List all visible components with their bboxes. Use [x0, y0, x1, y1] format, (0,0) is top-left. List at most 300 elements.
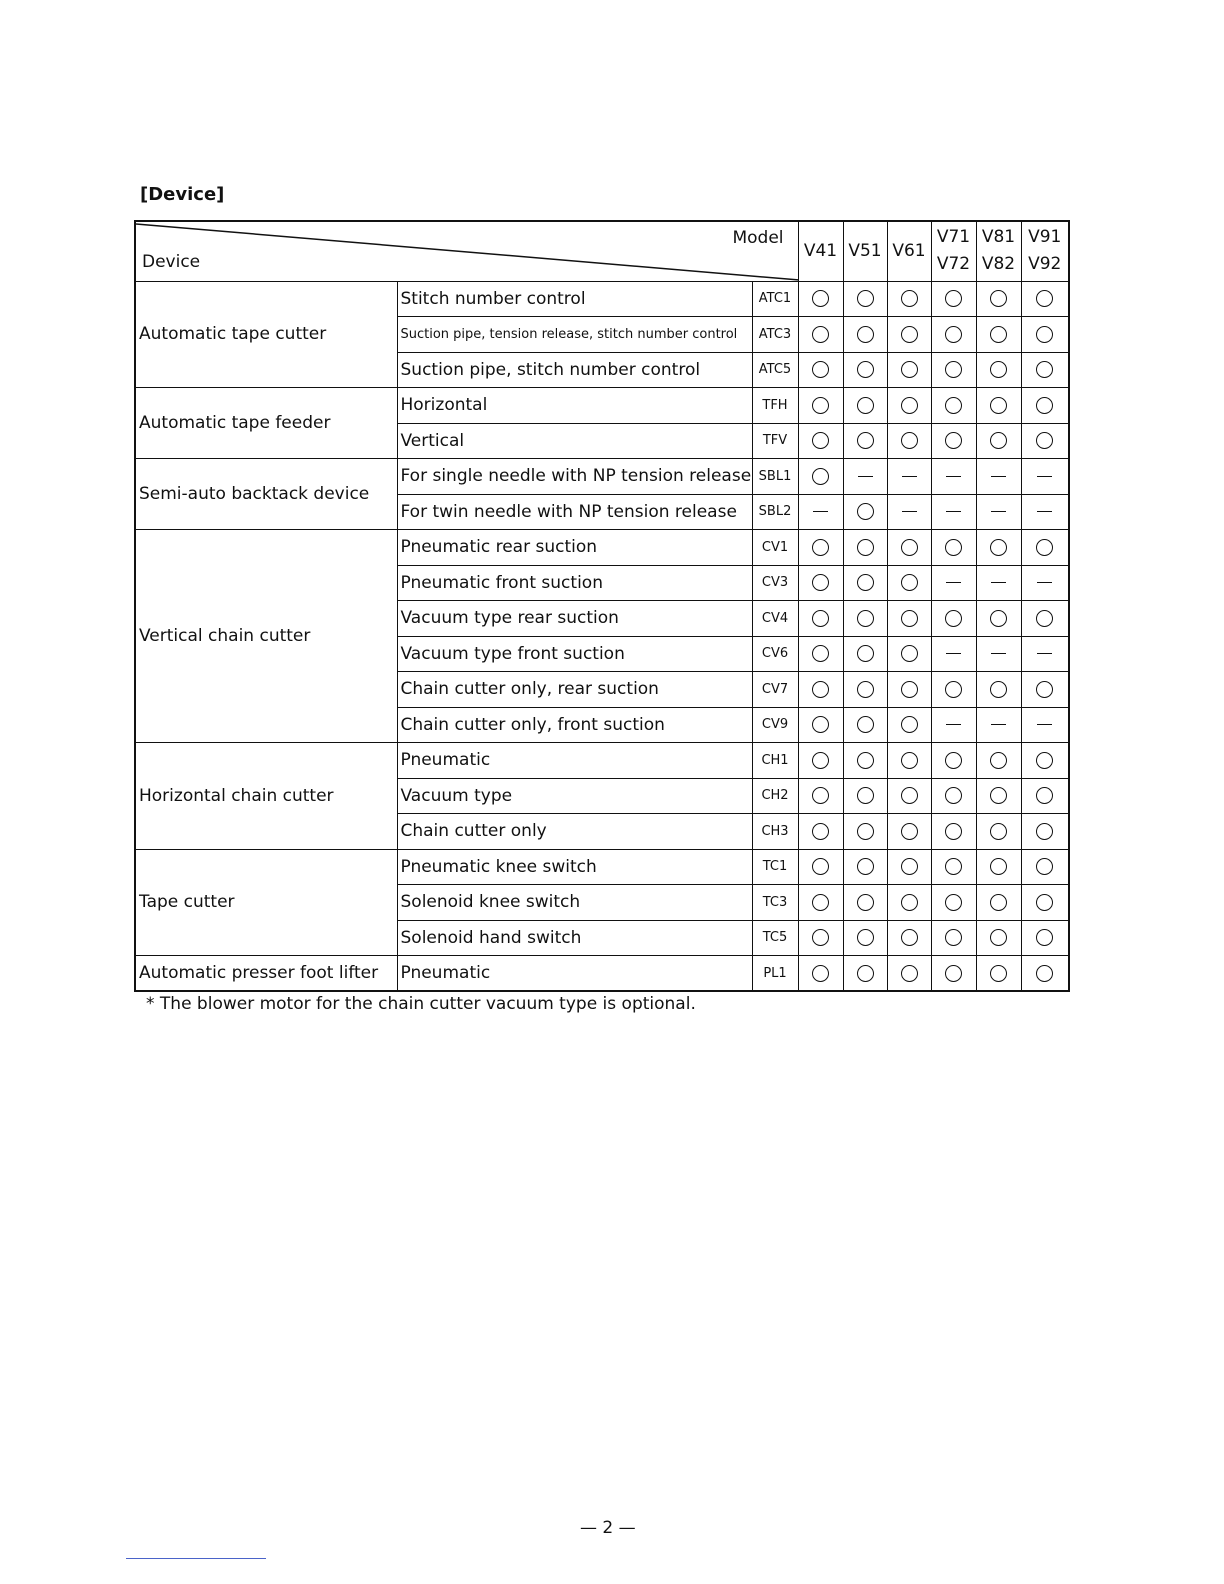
diagonal-line [136, 222, 798, 281]
device-group-cell: Automatic tape feeder [135, 388, 397, 459]
availability-cell [887, 636, 931, 672]
option-code-cell: TFV [752, 423, 798, 459]
availability-cell [798, 814, 843, 850]
model-header-cell [931, 221, 976, 281]
available-circle-icon [901, 823, 918, 840]
availability-cell [931, 530, 976, 566]
available-circle-icon [1036, 858, 1053, 875]
availability-cell [887, 920, 931, 956]
availability-cell [843, 459, 887, 495]
available-circle-icon [857, 361, 874, 378]
availability-cell [976, 814, 1021, 850]
available-circle-icon [990, 929, 1007, 946]
model-header-cell [798, 221, 843, 281]
availability-cell [798, 636, 843, 672]
availability-cell [931, 636, 976, 672]
device-group-cell: Automatic tape cutter [135, 281, 397, 388]
availability-cell [887, 778, 931, 814]
available-circle-icon [901, 929, 918, 946]
available-circle-icon [1036, 610, 1053, 627]
option-name-cell: Horizontal [397, 388, 752, 424]
available-circle-icon [812, 645, 829, 662]
option-code-cell: SBL1 [752, 459, 798, 495]
section-title: [Device] [140, 184, 225, 205]
available-circle-icon [1036, 290, 1053, 307]
availability-cell [843, 814, 887, 850]
availability-cell [798, 352, 843, 388]
table-row [135, 459, 1069, 495]
not-available-dash-icon [946, 724, 961, 725]
availability-cell [931, 601, 976, 637]
availability-cell [1021, 459, 1069, 495]
option-code-cell: CV6 [752, 636, 798, 672]
not-available-dash-icon [902, 476, 917, 477]
availability-cell [887, 352, 931, 388]
available-circle-icon [990, 787, 1007, 804]
available-circle-icon [901, 645, 918, 662]
device-group-cell: Automatic presser foot lifter [135, 956, 397, 992]
availability-cell [1021, 317, 1069, 353]
available-circle-icon [812, 929, 829, 946]
availability-cell [843, 849, 887, 885]
available-circle-icon [901, 610, 918, 627]
available-circle-icon [945, 539, 962, 556]
availability-cell [976, 352, 1021, 388]
available-circle-icon [812, 965, 829, 982]
availability-cell [887, 743, 931, 779]
availability-cell [931, 885, 976, 921]
availability-cell [843, 920, 887, 956]
availability-cell [931, 281, 976, 317]
available-circle-icon [945, 681, 962, 698]
availability-cell [843, 778, 887, 814]
available-circle-icon [990, 361, 1007, 378]
availability-cell [843, 530, 887, 566]
available-circle-icon [812, 858, 829, 875]
available-circle-icon [945, 361, 962, 378]
availability-cell [887, 530, 931, 566]
option-name-cell: Chain cutter only [397, 814, 752, 850]
not-available-dash-icon [991, 653, 1006, 654]
availability-cell [843, 423, 887, 459]
availability-cell [976, 672, 1021, 708]
available-circle-icon [945, 610, 962, 627]
available-circle-icon [945, 787, 962, 804]
available-circle-icon [901, 361, 918, 378]
availability-cell [931, 778, 976, 814]
availability-cell [1021, 743, 1069, 779]
device-group-cell: Semi-auto backtack device [135, 459, 397, 530]
available-circle-icon [812, 787, 829, 804]
device-label: Device [142, 252, 201, 272]
option-name-cell: Solenoid hand switch [397, 920, 752, 956]
availability-cell [1021, 849, 1069, 885]
available-circle-icon [812, 468, 829, 485]
not-available-dash-icon [1037, 511, 1052, 512]
availability-cell [931, 388, 976, 424]
availability-cell [976, 565, 1021, 601]
option-code-cell: ATC5 [752, 352, 798, 388]
availability-cell [931, 849, 976, 885]
not-available-dash-icon [1037, 476, 1052, 477]
availability-cell [798, 317, 843, 353]
option-name-cell: Pneumatic knee switch [397, 849, 752, 885]
availability-cell [1021, 885, 1069, 921]
not-available-dash-icon [991, 582, 1006, 583]
table-body [135, 221, 1069, 991]
available-circle-icon [857, 929, 874, 946]
option-name-cell: Suction pipe, stitch number control [397, 352, 752, 388]
availability-cell [931, 352, 976, 388]
available-circle-icon [1036, 929, 1053, 946]
device-group-cell: Vertical chain cutter [135, 530, 397, 743]
availability-cell [798, 849, 843, 885]
model-name: V81 [981, 227, 1016, 248]
availability-cell [931, 317, 976, 353]
availability-cell [887, 849, 931, 885]
not-available-dash-icon [991, 511, 1006, 512]
available-circle-icon [812, 539, 829, 556]
not-available-dash-icon [946, 582, 961, 583]
available-circle-icon [945, 397, 962, 414]
not-available-dash-icon [813, 511, 828, 512]
availability-cell [1021, 707, 1069, 743]
availability-cell [843, 565, 887, 601]
not-available-dash-icon [858, 476, 873, 477]
available-circle-icon [1036, 361, 1053, 378]
available-circle-icon [857, 716, 874, 733]
availability-cell [843, 672, 887, 708]
available-circle-icon [945, 326, 962, 343]
available-circle-icon [901, 681, 918, 698]
available-circle-icon [945, 929, 962, 946]
availability-cell [887, 459, 931, 495]
not-available-dash-icon [946, 476, 961, 477]
availability-cell [843, 281, 887, 317]
option-name-cell: Chain cutter only, front suction [397, 707, 752, 743]
available-circle-icon [812, 823, 829, 840]
availability-cell [1021, 636, 1069, 672]
available-circle-icon [1036, 539, 1053, 556]
availability-cell [976, 743, 1021, 779]
availability-cell [798, 778, 843, 814]
device-table [134, 220, 1070, 992]
availability-cell [798, 388, 843, 424]
available-circle-icon [1036, 681, 1053, 698]
option-code-cell: TC1 [752, 849, 798, 885]
availability-cell [887, 672, 931, 708]
model-name: V82 [981, 254, 1016, 275]
availability-cell [931, 423, 976, 459]
availability-cell [1021, 352, 1069, 388]
header-diagonal-cell [135, 221, 798, 281]
option-code-cell: CV9 [752, 707, 798, 743]
availability-cell [976, 778, 1021, 814]
availability-cell [798, 494, 843, 530]
availability-cell [887, 423, 931, 459]
available-circle-icon [857, 645, 874, 662]
option-name-cell: Stitch number control [397, 281, 752, 317]
available-circle-icon [901, 965, 918, 982]
availability-cell [798, 423, 843, 459]
option-name-cell: For single needle with NP tension release [397, 459, 752, 495]
available-circle-icon [990, 681, 1007, 698]
available-circle-icon [990, 610, 1007, 627]
option-name-cell: Suction pipe, tension release, stitch number control [397, 317, 752, 353]
available-circle-icon [812, 290, 829, 307]
availability-cell [843, 885, 887, 921]
option-code-cell: SBL2 [752, 494, 798, 530]
available-circle-icon [990, 539, 1007, 556]
option-code-cell: CH1 [752, 743, 798, 779]
device-group-cell: Horizontal chain cutter [135, 743, 397, 850]
available-circle-icon [812, 326, 829, 343]
table-row [135, 849, 1069, 885]
availability-cell [843, 601, 887, 637]
model-name: V41 [803, 241, 838, 262]
available-circle-icon [1036, 432, 1053, 449]
model-header-cell [1021, 221, 1069, 281]
header-row [135, 221, 1069, 281]
available-circle-icon [812, 397, 829, 414]
available-circle-icon [990, 858, 1007, 875]
availability-cell [976, 885, 1021, 921]
available-circle-icon [901, 432, 918, 449]
available-circle-icon [945, 894, 962, 911]
available-circle-icon [857, 574, 874, 591]
available-circle-icon [812, 681, 829, 698]
available-circle-icon [990, 894, 1007, 911]
not-available-dash-icon [991, 724, 1006, 725]
option-code-cell: CV3 [752, 565, 798, 601]
availability-cell [1021, 494, 1069, 530]
footnote: * The blower motor for the chain cutter vacuum type is optional. [146, 994, 696, 1014]
model-header-cell [887, 221, 931, 281]
available-circle-icon [990, 432, 1007, 449]
available-circle-icon [857, 894, 874, 911]
model-name: V61 [892, 241, 926, 262]
availability-cell [1021, 778, 1069, 814]
availability-cell [976, 317, 1021, 353]
available-circle-icon [901, 752, 918, 769]
not-available-dash-icon [1037, 582, 1052, 583]
availability-cell [1021, 672, 1069, 708]
table-row [135, 281, 1069, 317]
option-code-cell: TC3 [752, 885, 798, 921]
available-circle-icon [945, 752, 962, 769]
model-header-cell [843, 221, 887, 281]
option-name-cell: Vertical [397, 423, 752, 459]
model-header-cell [976, 221, 1021, 281]
availability-cell [976, 707, 1021, 743]
option-code-cell: CV7 [752, 672, 798, 708]
option-name-cell: Vacuum type front suction [397, 636, 752, 672]
available-circle-icon [812, 574, 829, 591]
availability-cell [976, 601, 1021, 637]
option-code-cell: PL1 [752, 956, 798, 992]
availability-cell [887, 885, 931, 921]
availability-cell [976, 423, 1021, 459]
availability-cell [843, 707, 887, 743]
not-available-dash-icon [946, 653, 961, 654]
availability-cell [887, 494, 931, 530]
table-row [135, 530, 1069, 566]
available-circle-icon [990, 752, 1007, 769]
availability-cell [1021, 530, 1069, 566]
availability-cell [1021, 814, 1069, 850]
not-available-dash-icon [991, 476, 1006, 477]
available-circle-icon [901, 397, 918, 414]
availability-cell [931, 672, 976, 708]
available-circle-icon [857, 752, 874, 769]
availability-cell [976, 388, 1021, 424]
availability-cell [798, 281, 843, 317]
availability-cell [798, 459, 843, 495]
availability-cell [931, 707, 976, 743]
availability-cell [887, 388, 931, 424]
availability-cell [843, 743, 887, 779]
availability-cell [1021, 565, 1069, 601]
available-circle-icon [1036, 787, 1053, 804]
available-circle-icon [945, 965, 962, 982]
availability-cell [798, 601, 843, 637]
available-circle-icon [990, 965, 1007, 982]
available-circle-icon [812, 432, 829, 449]
option-name-cell: Chain cutter only, rear suction [397, 672, 752, 708]
availability-cell [1021, 281, 1069, 317]
available-circle-icon [812, 610, 829, 627]
available-circle-icon [857, 787, 874, 804]
available-circle-icon [990, 326, 1007, 343]
available-circle-icon [990, 397, 1007, 414]
not-available-dash-icon [1037, 653, 1052, 654]
availability-cell [1021, 423, 1069, 459]
available-circle-icon [901, 290, 918, 307]
available-circle-icon [857, 823, 874, 840]
availability-cell [798, 565, 843, 601]
availability-cell [931, 565, 976, 601]
table-row [135, 956, 1069, 992]
availability-cell [887, 281, 931, 317]
option-code-cell: TC5 [752, 920, 798, 956]
availability-cell [1021, 388, 1069, 424]
availability-cell [843, 956, 887, 992]
option-code-cell: TFH [752, 388, 798, 424]
availability-cell [931, 920, 976, 956]
availability-cell [843, 494, 887, 530]
option-name-cell: Vacuum type rear suction [397, 601, 752, 637]
available-circle-icon [945, 858, 962, 875]
availability-cell [887, 707, 931, 743]
availability-cell [798, 956, 843, 992]
page-number: — 2 — [580, 1518, 636, 1538]
available-circle-icon [901, 894, 918, 911]
availability-cell [976, 459, 1021, 495]
available-circle-icon [945, 823, 962, 840]
availability-cell [931, 814, 976, 850]
availability-cell [931, 956, 976, 992]
model-label: Model [732, 228, 784, 248]
availability-cell [887, 317, 931, 353]
available-circle-icon [945, 432, 962, 449]
available-circle-icon [901, 574, 918, 591]
available-circle-icon [1036, 326, 1053, 343]
option-name-cell: For twin needle with NP tension release [397, 494, 752, 530]
availability-cell [798, 885, 843, 921]
availability-cell [798, 707, 843, 743]
availability-cell [843, 636, 887, 672]
available-circle-icon [901, 787, 918, 804]
option-name-cell: Solenoid knee switch [397, 885, 752, 921]
availability-cell [976, 849, 1021, 885]
option-name-cell: Pneumatic [397, 743, 752, 779]
available-circle-icon [857, 610, 874, 627]
available-circle-icon [901, 716, 918, 733]
model-name: V91 [1028, 227, 1062, 248]
availability-cell [976, 494, 1021, 530]
table-row [135, 743, 1069, 779]
availability-cell [887, 956, 931, 992]
not-available-dash-icon [902, 511, 917, 512]
model-name: V92 [1028, 254, 1062, 275]
available-circle-icon [901, 858, 918, 875]
available-circle-icon [857, 397, 874, 414]
available-circle-icon [812, 894, 829, 911]
available-circle-icon [812, 716, 829, 733]
available-circle-icon [945, 290, 962, 307]
availability-cell [798, 530, 843, 566]
availability-cell [976, 920, 1021, 956]
table-row [135, 388, 1069, 424]
availability-cell [976, 530, 1021, 566]
available-circle-icon [857, 503, 874, 520]
model-name: V72 [936, 254, 971, 275]
option-name-cell: Vacuum type [397, 778, 752, 814]
available-circle-icon [812, 361, 829, 378]
available-circle-icon [857, 858, 874, 875]
option-code-cell: CH3 [752, 814, 798, 850]
availability-cell [1021, 920, 1069, 956]
available-circle-icon [857, 290, 874, 307]
available-circle-icon [1036, 823, 1053, 840]
not-available-dash-icon [1037, 724, 1052, 725]
availability-cell [931, 459, 976, 495]
available-circle-icon [857, 539, 874, 556]
option-name-cell: Pneumatic front suction [397, 565, 752, 601]
model-name: V71 [936, 227, 971, 248]
model-name: V51 [848, 241, 882, 262]
option-code-cell: CV4 [752, 601, 798, 637]
available-circle-icon [990, 823, 1007, 840]
available-circle-icon [857, 432, 874, 449]
available-circle-icon [857, 681, 874, 698]
option-name-cell: Pneumatic [397, 956, 752, 992]
available-circle-icon [990, 290, 1007, 307]
availability-cell [931, 743, 976, 779]
option-name-cell: Pneumatic rear suction [397, 530, 752, 566]
availability-cell [931, 494, 976, 530]
availability-cell [798, 672, 843, 708]
available-circle-icon [1036, 894, 1053, 911]
available-circle-icon [812, 752, 829, 769]
available-circle-icon [901, 326, 918, 343]
availability-cell [976, 956, 1021, 992]
availability-cell [887, 565, 931, 601]
scan-mark [126, 1558, 266, 1559]
availability-cell [1021, 601, 1069, 637]
availability-cell [798, 743, 843, 779]
option-code-cell: ATC3 [752, 317, 798, 353]
